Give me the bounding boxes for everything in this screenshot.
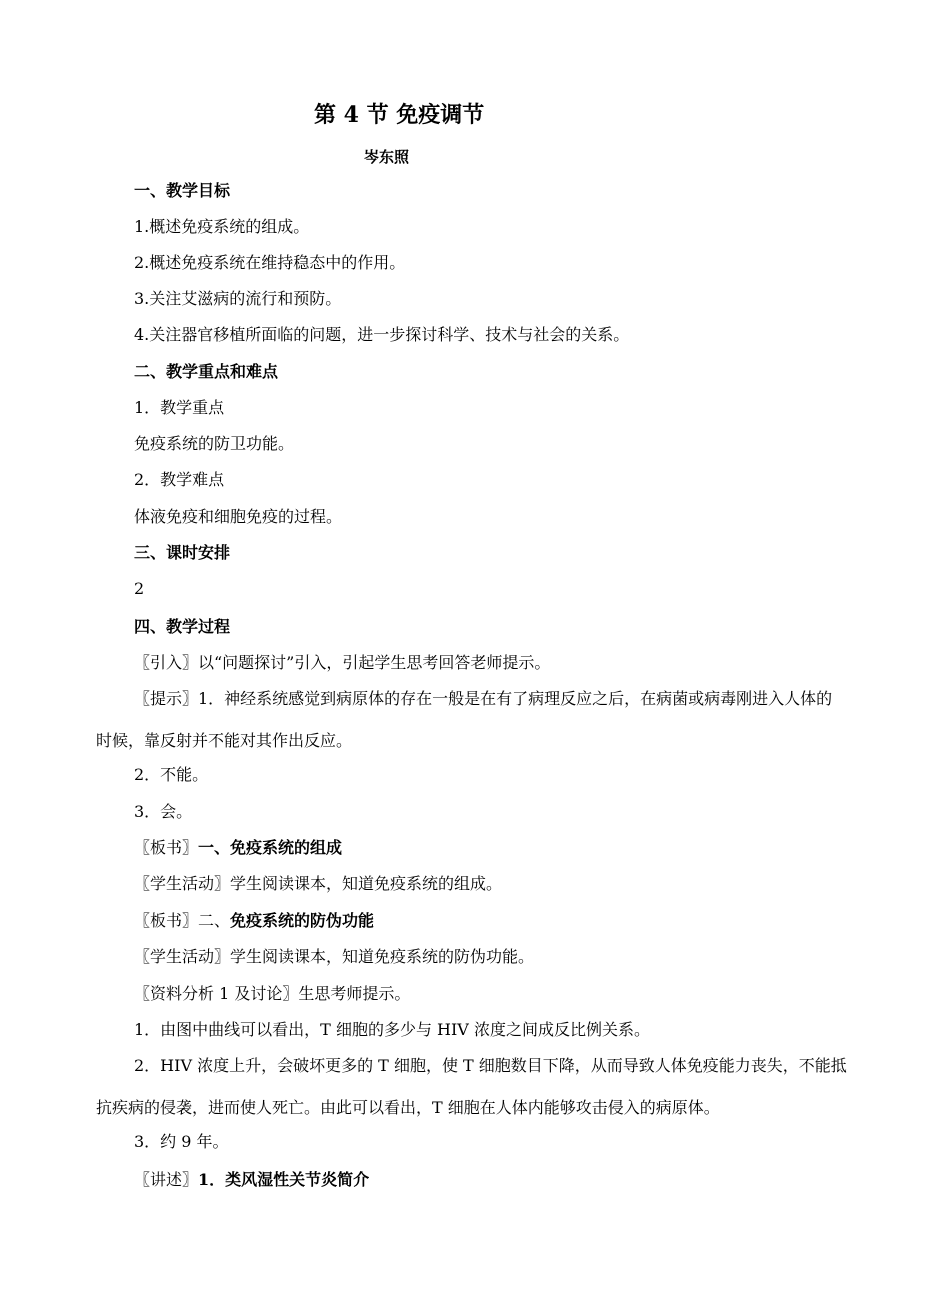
goal-3: 3.关注艾滋病的流行和预防。 — [134, 289, 342, 308]
analysis-answer-1: 1．由图中曲线可以看出，T 细胞的多少与 HIV 浓度之间成反比例关系。 — [134, 1020, 650, 1039]
heading-schedule: 三、课时安排 — [134, 543, 231, 562]
heading-key-points: 二、教学重点和难点 — [134, 362, 279, 381]
para-hint: 〖提示〗1．神经系统感觉到病原体的存在一般是在有了病理反应之后，在病菌或病毒刚进入人体的时候，靠反射并不能对其作出反应。 — [96, 689, 833, 750]
para-intro: 〖引入〗以“问题探讨”引入，引起学生思考回答老师提示。 — [134, 653, 551, 672]
key-point-label: 1．教学重点 — [134, 398, 225, 417]
board-tag: 〖板书〗 — [134, 838, 199, 857]
key-point-text: 免疫系统的防卫功能。 — [134, 434, 295, 453]
lecture-tag: 〖讲述〗 — [134, 1170, 199, 1189]
board-heading: 一、免疫系统的组成 — [198, 838, 343, 857]
board-tag: 〖板书〗二、 — [134, 911, 231, 930]
difficulty-text: 体液免疫和细胞免疫的过程。 — [134, 507, 343, 526]
board-heading: 免疫系统的防伪功能 — [230, 911, 375, 930]
student-activity-1: 〖学生活动〗学生阅读课本，知道免疫系统的组成。 — [134, 874, 503, 893]
heading-process: 四、教学过程 — [134, 617, 231, 636]
analysis-answer-3: 3．约 9 年。 — [134, 1132, 229, 1151]
analysis-answer-2: 2．HIV 浓度上升，会破坏更多的 T 细胞，使 T 细胞数目下降，从而导致人体免疫能力丧失，不能抵抗疾病的侵袭，进而使人死亡。由此可以看出，T 细胞在人体内能够攻击侵入的病原体。 — [96, 1056, 847, 1117]
goal-1: 1.概述免疫系统的组成。 — [134, 217, 310, 236]
goal-2: 2.概述免疫系统在维持稳态中的作用。 — [134, 253, 406, 272]
lecture-heading: 1．类风湿性关节炎简介 — [198, 1170, 370, 1189]
difficulty-label: 2．教学难点 — [134, 470, 225, 489]
para-answer-2: 2．不能。 — [134, 765, 209, 784]
goal-4: 4.关注器官移植所面临的问题，进一步探讨科学、技术与社会的关系。 — [134, 325, 630, 344]
page-title: 第 4 节 免疫调节 — [314, 102, 485, 128]
board-note-2 — [134, 910, 374, 932]
class-hours: 2 — [134, 579, 145, 598]
para-answer-3: 3．会。 — [134, 802, 193, 821]
board-note-1 — [134, 837, 342, 859]
data-analysis: 〖资料分析 1 及讨论〗生思考师提示。 — [134, 984, 411, 1003]
author-name: 岑东照 — [364, 148, 410, 166]
student-activity-2: 〖学生活动〗学生阅读课本，知道免疫系统的防伪功能。 — [134, 947, 535, 966]
heading-goals: 一、教学目标 — [134, 181, 231, 200]
lecture-note — [134, 1169, 369, 1191]
